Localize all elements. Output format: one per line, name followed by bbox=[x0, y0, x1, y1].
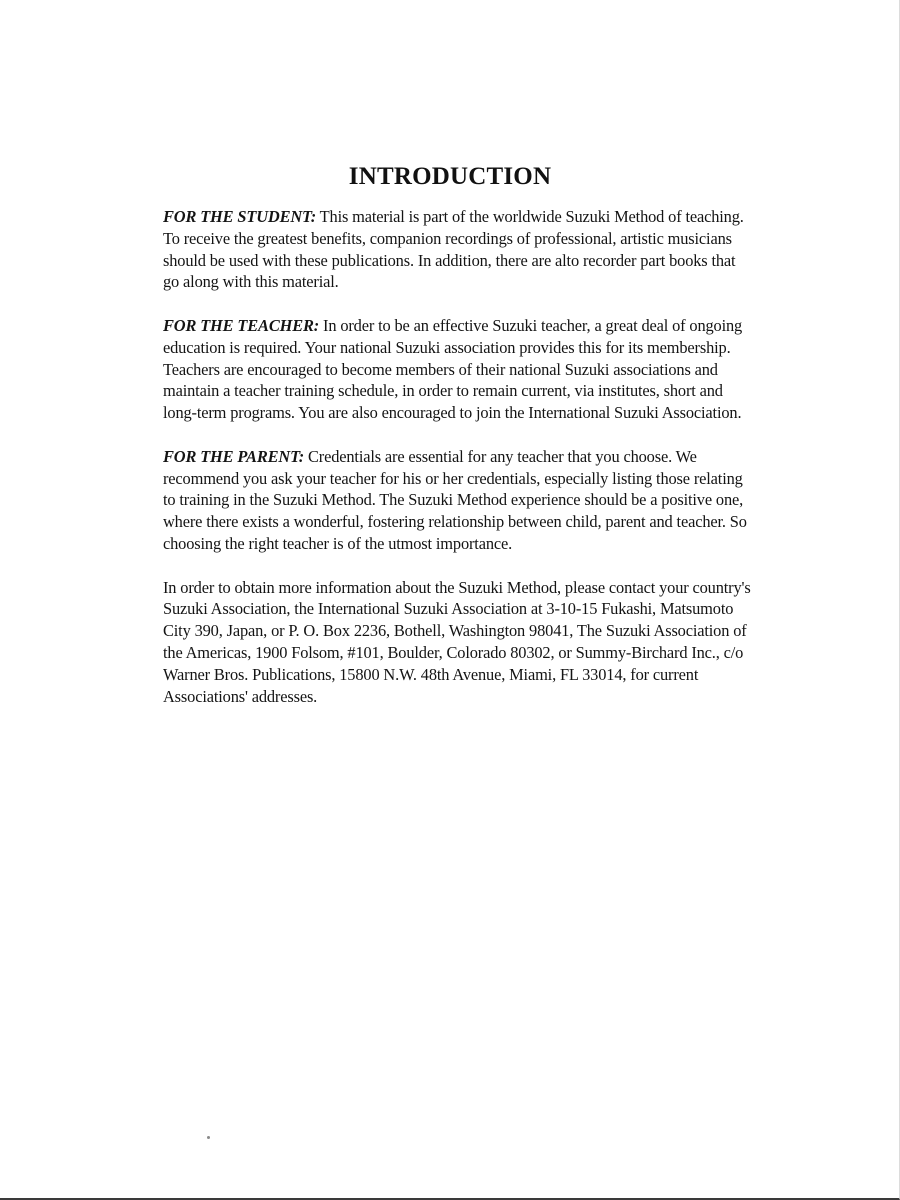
paragraph-teacher bbox=[163, 315, 753, 424]
introduction-body bbox=[163, 206, 753, 729]
paragraph-lead: FOR THE TEACHER: bbox=[163, 315, 320, 335]
paragraph-text: Credentials are essential for any teacher that you choose. We recommend you ask your teacher for his or her credentials, especially listing those relating to training in the Suzuki Method. The Suzuki Method experience should be a positive one, where there exists a wonderful, fostering relationship between child, parent and teacher. So choosing the right teacher is of the utmost importance. bbox=[163, 446, 747, 553]
scan-speck bbox=[207, 1136, 210, 1139]
paragraph-parent bbox=[163, 446, 753, 555]
paragraph-text: In order to be an effective Suzuki teacher, a great deal of ongoing education is required. Your national Suzuki association provides this for its membership. Teachers are encouraged to become members of their national Suzuki associations and maintain a teacher training schedule, in order to remain current, via institutes, short and long-term programs. You are also encouraged to join the International Suzuki Association. bbox=[163, 315, 743, 423]
paragraph-lead: FOR THE STUDENT: bbox=[163, 207, 317, 226]
paragraph-contact bbox=[163, 577, 753, 708]
paragraph-text: In order to obtain more information about the Suzuki Method, please contact your country's Suzuki Association, the International Suzuki Association at 3-10-15 Fukashi, Matsumoto City 390, Japan, or P. O. Box 2236, Bothell, Washington 98041, The Suzuki Association of the Americas, 1900 Folsom, #101, Boulder, Colorado 80302, or Summy-Birchard Inc., c/o Warner Bros. Publications, 15800 N.W. 48th Avenue, Miami, FL 33014, for current Associations' addresses. bbox=[163, 577, 751, 706]
page-title: INTRODUCTION bbox=[348, 163, 552, 190]
paragraph-text: This material is part of the worldwide Suzuki Method of teaching. To receive the greatest benefits, companion recordings of professional, artistic musicians should be used with these publications. In addition, there are alto recorder part books that go along with this material. bbox=[163, 207, 744, 292]
paragraph-student bbox=[163, 206, 753, 293]
paragraph-lead: FOR THE PARENT: bbox=[163, 446, 305, 466]
